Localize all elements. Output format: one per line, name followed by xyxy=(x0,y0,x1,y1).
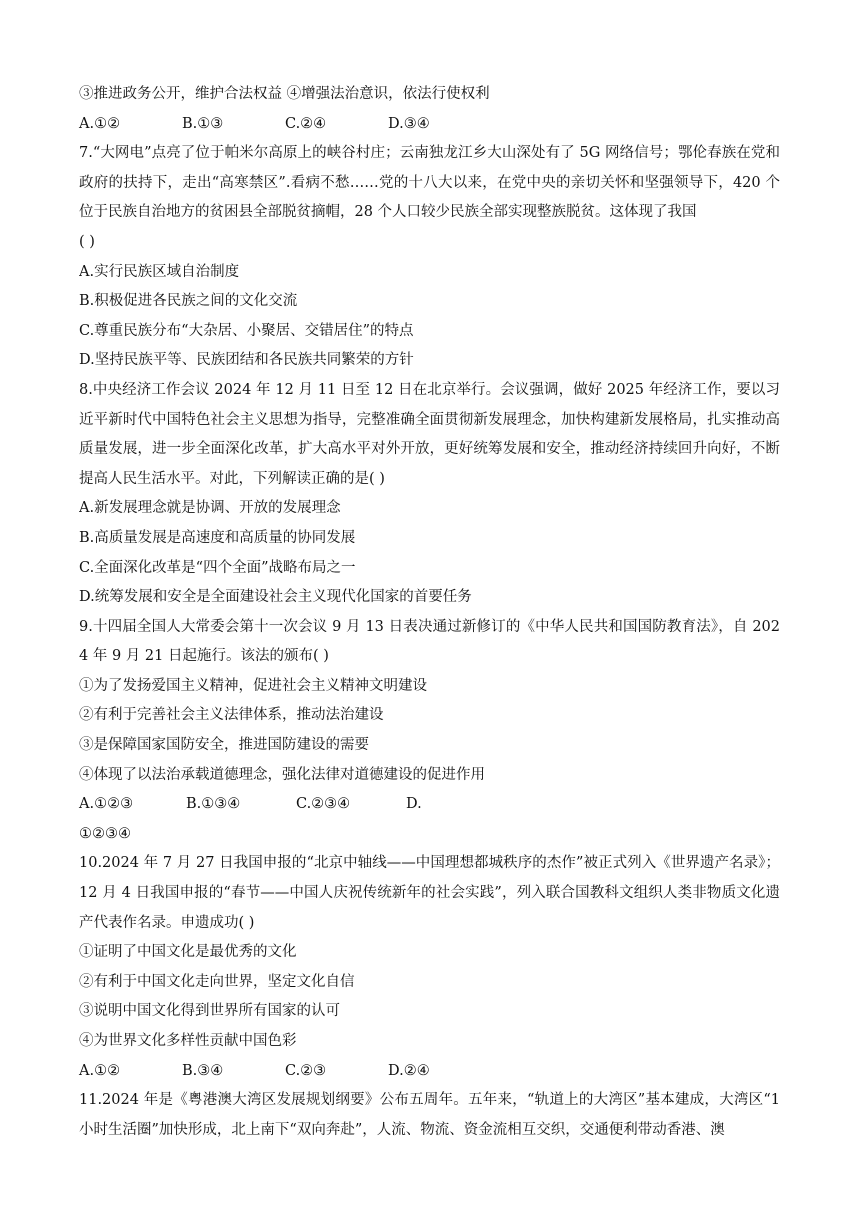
q7-stem: 7.“大网电”点亮了位于帕米尔高原上的峡谷村庄；云南独龙江乡大山深处有了 5G 网络信号；鄂伦春族在党和政府的扶持下，走出“高寒禁区”.看病不愁……党的十八大以来，在党中央的亲切关怀和坚强领导下，420 个位于民族自治地方的贫困县全部脱贫摘帽，28 个人口较少民族全部实现整族脱贫。这体现了我国 xyxy=(79,145,780,221)
q6-option-a[interactable]: A.①② xyxy=(79,115,121,132)
q8-option-a[interactable]: A.新发展理念就是协调、开放的发展理念 xyxy=(79,500,341,517)
q9-item-4: ④体现了以法治承载道德理念，强化法律对道德建设的促进作用 xyxy=(79,766,485,783)
q9-option-d-wrap[interactable]: ①②③④ xyxy=(79,825,131,842)
q10-options xyxy=(79,1057,780,1087)
q9-option-a[interactable]: A.①②③ xyxy=(79,796,134,813)
q9-stem: 9.十四届全国人大常委会第十一次会议 9 月 13 日表决通过新修订的《中华人民共和国国防教育法》，自 2024 年 9 月 21 日起施行。该法的颁布( ) xyxy=(79,618,780,665)
q6-option-b[interactable]: B.①③ xyxy=(182,115,224,132)
q7-answer-blank: ( ) xyxy=(79,233,95,250)
q6-option-c[interactable]: C.②④ xyxy=(285,115,327,132)
q9-option-b[interactable]: B.①③④ xyxy=(186,796,241,813)
q10-stem: 10.2024 年 7 月 27 日我国申报的“北京中轴线——中国理想都城秩序的杰作”被正式列入《世界遗产名录》；12 月 4 日我国申报的“春节——中国人庆祝传统新年的社会实践”，列入联合国教科文组织人类非物质文化遗产代表作名录。申遗成功( ) xyxy=(79,855,780,931)
q10-item-2: ②有利于中国文化走向世界，坚定文化自信 xyxy=(79,973,355,990)
q10-option-a[interactable]: A.①② xyxy=(79,1062,121,1079)
q6-item-line: ③推进政务公开，维护合法权益 ④增强法治意识，依法行使权利 xyxy=(79,86,490,102)
q8-option-c[interactable]: C.全面深化改革是“四个全面”战略布局之一 xyxy=(79,559,356,576)
q10-item-3: ③说明中国文化得到世界所有国家的认可 xyxy=(79,1003,340,1020)
q7-option-a[interactable]: A.实行民族区域自治制度 xyxy=(79,263,240,280)
q8-option-d[interactable]: D.统筹发展和安全是全面建设社会主义现代化国家的首要任务 xyxy=(79,589,472,606)
q10-option-c[interactable]: C.②③ xyxy=(285,1062,327,1079)
q10-option-b[interactable]: B.③④ xyxy=(182,1062,224,1079)
q7-option-c[interactable]: C.尊重民族分布“大杂居、小聚居、交错居住”的特点 xyxy=(79,322,414,339)
q11-stem: 11.2024 年是《粤港澳大湾区发展规划纲要》公布五周年。五年来，“轨道上的大湾区”基本建成，大湾区“1 小时生活圈”加快形成，北上南下“双向奔赴”，人流、物流、资金流相互交织，交通便利带动香港、澳 xyxy=(79,1092,780,1138)
q10-item-4: ④为世界文化多样性贡献中国色彩 xyxy=(79,1033,297,1049)
q8-stem: 8.中央经济工作会议 2024 年 12 月 11 日至 12 日在北京举行。会议强调，做好 2025 年经济工作，要以习近平新时代中国特色社会主义思想为指导，完整准确全面贯彻新发展理念，加快构建新发展格局，扎实推动高质量发展，进一步全面深化改革，扩大高水平对外开放，更好统筹发展和安全，推动经济持续回升向好，不断提高人民生活水平。对此，下列解读正确的是( ) xyxy=(79,381,780,487)
q7-option-b[interactable]: B.积极促进各民族之间的文化交流 xyxy=(79,293,298,310)
q7-option-d[interactable]: D.坚持民族平等、民族团结和各民族共同繁荣的方针 xyxy=(79,352,414,369)
q6-option-d[interactable]: D.③④ xyxy=(388,115,430,132)
q10-item-1: ①证明了中国文化是最优秀的文化 xyxy=(79,944,297,961)
q8-option-b[interactable]: B.高质量发展是高速度和高质量的协同发展 xyxy=(79,529,356,546)
q9-option-d[interactable]: D. xyxy=(406,796,422,813)
q9-item-3: ③是保障国家国防安全，推进国防建设的需要 xyxy=(79,737,369,754)
q9-option-c[interactable]: C.②③④ xyxy=(296,796,351,813)
q9-options xyxy=(79,790,780,820)
q6-options xyxy=(79,110,780,140)
q9-item-1: ①为了发扬爱国主义精神，促进社会主义精神文明建设 xyxy=(79,677,427,694)
q10-option-d[interactable]: D.②④ xyxy=(388,1062,430,1079)
q9-item-2: ②有利于完善社会主义法律体系，推动法治建设 xyxy=(79,707,384,724)
